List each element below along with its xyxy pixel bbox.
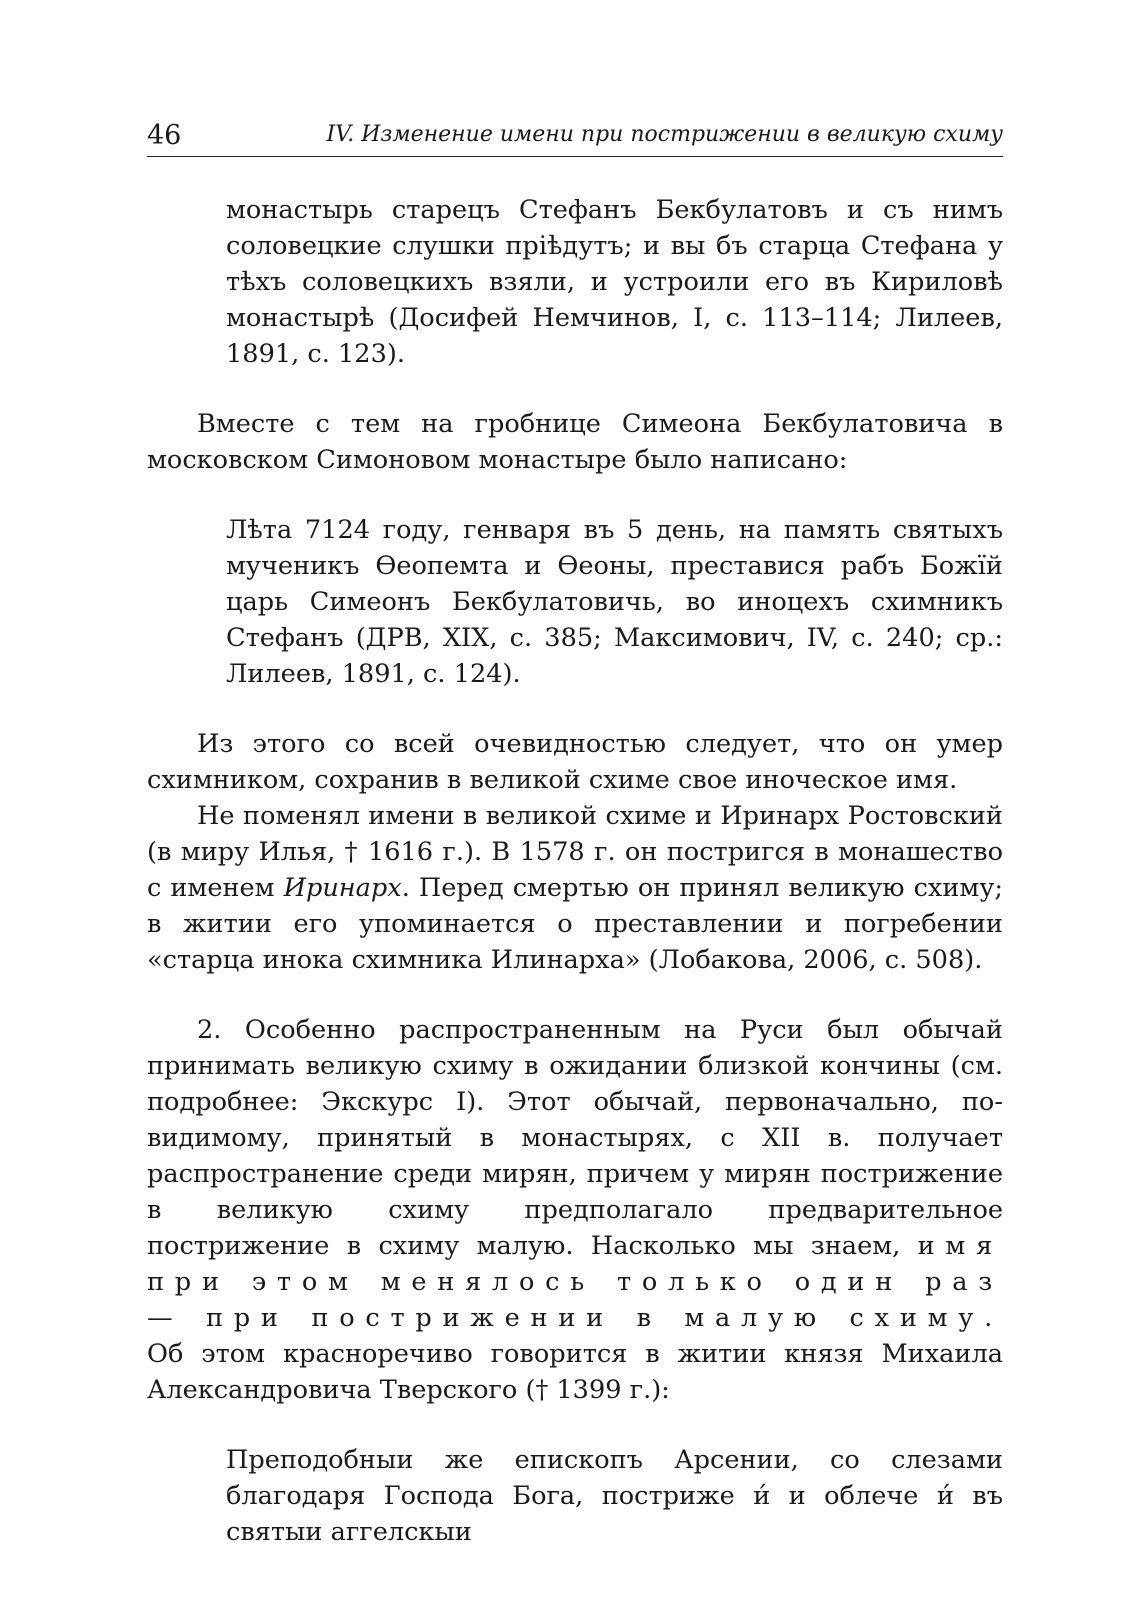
paragraph-3 (147, 798, 1003, 978)
paragraph-4 (147, 1012, 1003, 1408)
paragraph-4-text-b: Об этом красноречиво говорится в житии князя Михаила Александровича Тверского († 1399 г.): (147, 1339, 1003, 1405)
paragraph-3-text-b: . Перед смертью он принял великую схиму; в житии его упоминается о преставлении и погребении «старца инока схимника Илинарха» (Лобакова, 2006, с. 508). (147, 873, 1003, 975)
emphasized-name: Иринарх (283, 873, 402, 903)
paragraph-3-text-a: Не поменял имени в великой схиме и Иринарх Ростовский (в миру Илья, † 1616 г.). В 1578 г. он постригся в монашество с именем (147, 801, 1003, 903)
paragraph-2: Из этого со всей очевидностью следует, что он умер схимником, сохранив в великой схиме свое иноческое имя. (147, 729, 1003, 795)
spaced-emphasis: имя при этом менялось только один раз — при пострижении в малую схиму. (147, 1231, 1003, 1333)
paragraph-4-text-a: 2. Особенно распространенным на Руси был обычай принимать великую схиму в ожидании близкой кончины (см. подробнее: Экскурс I). Этот обычай, первоначально, по-видимому, принятый в монастырях, с XII в. получает распространение среди мирян, причем у мирян пострижение в великую схиму предполагало предварительное пострижение в схиму малую. Насколько мы знаем, (147, 1015, 1003, 1261)
page-header (147, 112, 1003, 157)
page-number: 46 (147, 120, 182, 151)
block-quote-1: монастырь старецъ Стефанъ Бекбулатовъ и съ нимъ соловецкие слушки прiѣдутъ; и вы бъ старца Стефана у тѣхъ соловецкихъ взяли, и устроили его въ Кириловѣ монастырѣ (Досифей Немчинов, I, с. 113–114; Лилеев, 1891, с. 123). (226, 195, 1003, 369)
block-quote-3: Преподобныи же епископъ Арсении, со слезами благодаря Господа Бога, постриже и́ и облече и́ въ святыи аггелскыи (226, 1445, 1003, 1547)
paragraph-1: Вместе с тем на гробнице Симеона Бекбулатовича в московском Симоновом монастыре было написано: (147, 409, 1003, 475)
main-text (147, 192, 1003, 1550)
block-quote-2: Лѣта 7124 году, генваря въ 5 день, на память святыхъ мученикъ Ѳеопемта и Ѳеоны, преставися рабъ Божїй царь Симеонъ Бекбулатовичь, во иноцехъ схимникъ Стефанъ (ДРВ, XIX, с. 385; Максимович, IV, с. 240; ср.: Лилеев, 1891, с. 124). (226, 515, 1003, 689)
running-title: IV. Изменение имени при пострижении в великую схиму (326, 122, 1003, 147)
